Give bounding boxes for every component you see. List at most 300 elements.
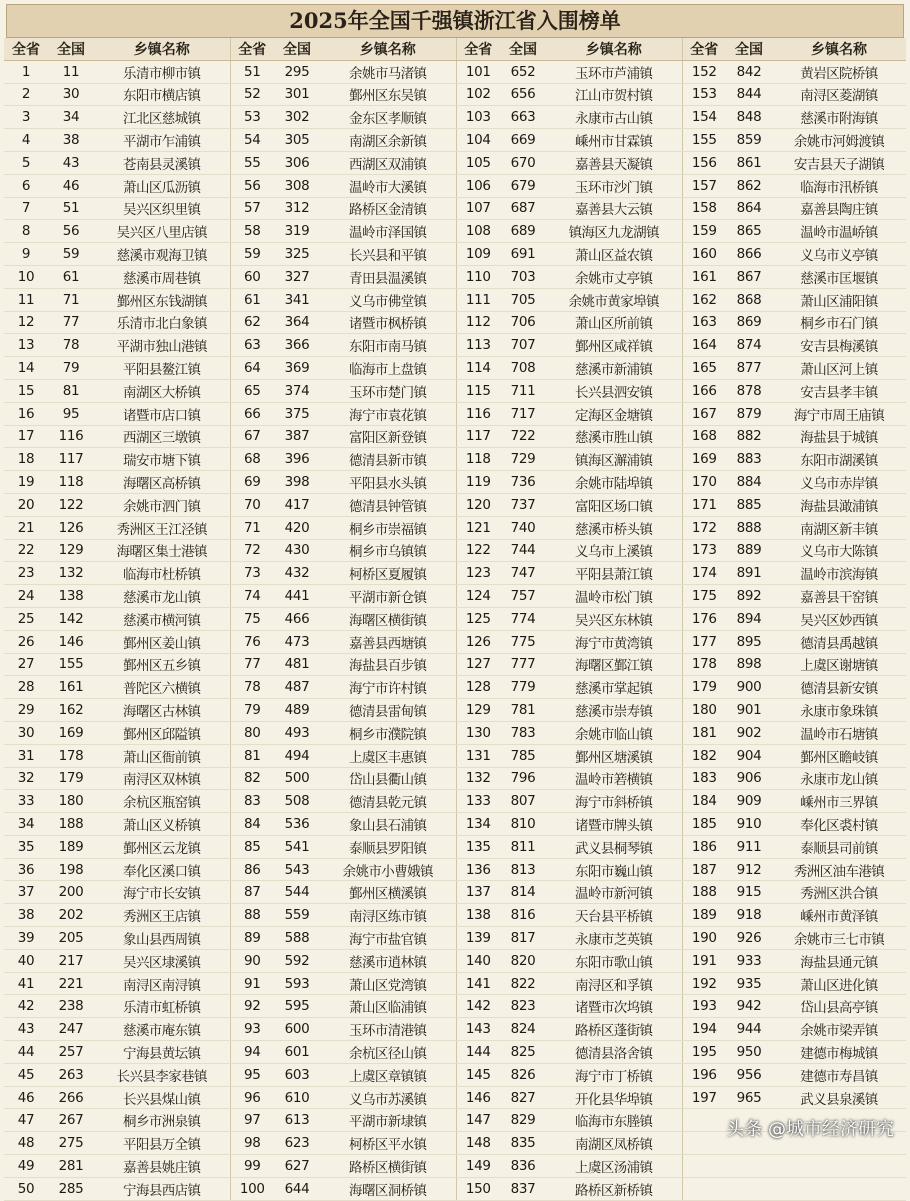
national-rank: 781	[500, 699, 546, 722]
national-rank: 494	[274, 744, 320, 767]
table-row	[4, 60, 906, 83]
town-name: 普陀区六横镇	[94, 676, 230, 699]
province-rank: 127	[456, 653, 500, 676]
town-name: 长兴县煤山镇	[94, 1086, 230, 1109]
province-rank: 160	[682, 243, 726, 266]
town-name: 嘉善县大云镇	[546, 197, 682, 220]
town-name: 天台县平桥镇	[546, 904, 682, 927]
national-rank: 835	[500, 1132, 546, 1155]
national-rank: 669	[500, 129, 546, 152]
province-rank: 72	[230, 539, 274, 562]
town-name: 慈溪市新浦镇	[546, 357, 682, 380]
table-row	[4, 106, 906, 129]
province-rank: 30	[4, 721, 48, 744]
table-row	[4, 767, 906, 790]
national-rank: 341	[274, 288, 320, 311]
national-rank: 777	[500, 653, 546, 676]
table-row	[4, 516, 906, 539]
town-name: 温岭市松门镇	[546, 585, 682, 608]
town-name: 岱山县高亭镇	[772, 995, 906, 1018]
province-rank: 39	[4, 927, 48, 950]
province-rank: 177	[682, 630, 726, 653]
province-rank: 76	[230, 630, 274, 653]
province-rank: 18	[4, 448, 48, 471]
national-rank: 11	[48, 60, 94, 83]
town-name	[772, 1155, 906, 1178]
national-rank: 142	[48, 607, 94, 630]
town-name: 永康市象珠镇	[772, 699, 906, 722]
table-row	[4, 927, 906, 950]
town-name: 定海区金塘镇	[546, 402, 682, 425]
town-name: 桐乡市崇福镇	[320, 516, 456, 539]
table-row	[4, 790, 906, 813]
province-rank: 120	[456, 493, 500, 516]
national-rank: 508	[274, 790, 320, 813]
national-rank: 689	[500, 220, 546, 243]
national-rank: 844	[726, 83, 772, 106]
column-header-province: 全省	[230, 38, 274, 60]
national-rank: 877	[726, 357, 772, 380]
province-rank: 138	[456, 904, 500, 927]
table-row	[4, 197, 906, 220]
province-rank: 4	[4, 129, 48, 152]
table-row	[4, 1086, 906, 1109]
national-rank: 894	[726, 607, 772, 630]
town-name: 永康市古山镇	[546, 106, 682, 129]
province-rank: 171	[682, 493, 726, 516]
town-name: 海盐县于城镇	[772, 425, 906, 448]
town-name: 温岭市滨海镇	[772, 562, 906, 585]
national-rank: 807	[500, 790, 546, 813]
town-name: 萧山区益农镇	[546, 243, 682, 266]
national-rank: 180	[48, 790, 94, 813]
national-rank: 826	[500, 1063, 546, 1086]
town-name: 诸暨市枫桥镇	[320, 311, 456, 334]
town-name: 德清县雷甸镇	[320, 699, 456, 722]
province-rank: 141	[456, 972, 500, 995]
column-header-town: 乡镇名称	[772, 38, 906, 60]
town-name: 慈溪市胜山镇	[546, 425, 682, 448]
national-rank: 595	[274, 995, 320, 1018]
province-rank: 192	[682, 972, 726, 995]
province-rank: 178	[682, 653, 726, 676]
town-name: 东阳市歌山镇	[546, 949, 682, 972]
national-rank: 861	[726, 151, 772, 174]
national-rank: 536	[274, 813, 320, 836]
national-rank: 613	[274, 1109, 320, 1132]
national-rank: 687	[500, 197, 546, 220]
table-row	[4, 311, 906, 334]
town-name: 路桥区金清镇	[320, 197, 456, 220]
national-rank: 247	[48, 1018, 94, 1041]
province-rank: 45	[4, 1063, 48, 1086]
town-name: 余姚市临山镇	[546, 721, 682, 744]
province-rank: 105	[456, 151, 500, 174]
town-name: 金东区孝顺镇	[320, 106, 456, 129]
column-header-national: 全国	[726, 38, 772, 60]
province-rank: 22	[4, 539, 48, 562]
province-rank: 98	[230, 1132, 274, 1155]
column-header-province: 全省	[4, 38, 48, 60]
province-rank: 13	[4, 334, 48, 357]
table-row	[4, 1177, 906, 1200]
table-row	[4, 288, 906, 311]
table-row	[4, 1041, 906, 1064]
province-rank: 25	[4, 607, 48, 630]
province-rank: 174	[682, 562, 726, 585]
province-rank: 162	[682, 288, 726, 311]
province-rank: 96	[230, 1086, 274, 1109]
national-rank: 466	[274, 607, 320, 630]
national-rank: 43	[48, 151, 94, 174]
town-name: 嘉善县陶庄镇	[772, 197, 906, 220]
province-rank: 142	[456, 995, 500, 1018]
table-row	[4, 539, 906, 562]
table-row	[4, 858, 906, 881]
town-name: 东阳市巍山镇	[546, 858, 682, 881]
national-rank: 889	[726, 539, 772, 562]
town-name: 长兴县和平镇	[320, 243, 456, 266]
province-rank: 1	[4, 60, 48, 83]
town-name: 秀洲区王江泾镇	[94, 516, 230, 539]
town-name: 余姚市陆埠镇	[546, 471, 682, 494]
province-rank: 74	[230, 585, 274, 608]
ranking-body	[4, 60, 906, 1200]
national-rank: 305	[274, 129, 320, 152]
province-rank: 17	[4, 425, 48, 448]
province-rank: 90	[230, 949, 274, 972]
town-name: 乐清市北白象镇	[94, 311, 230, 334]
province-rank: 42	[4, 995, 48, 1018]
national-rank: 146	[48, 630, 94, 653]
town-name: 义乌市苏溪镇	[320, 1086, 456, 1109]
town-name: 义乌市佛堂镇	[320, 288, 456, 311]
town-name: 萧山区瓜沥镇	[94, 174, 230, 197]
national-rank: 878	[726, 379, 772, 402]
town-name: 鄞州区咸祥镇	[546, 334, 682, 357]
town-name: 吴兴区织里镇	[94, 197, 230, 220]
province-rank: 83	[230, 790, 274, 813]
table-row	[4, 813, 906, 836]
province-rank: 123	[456, 562, 500, 585]
national-rank: 281	[48, 1155, 94, 1178]
column-header-national: 全国	[48, 38, 94, 60]
town-name: 镇海区澥浦镇	[546, 448, 682, 471]
town-name: 路桥区横街镇	[320, 1155, 456, 1178]
town-name: 萧山区浦阳镇	[772, 288, 906, 311]
town-name: 海宁市许村镇	[320, 676, 456, 699]
province-rank: 38	[4, 904, 48, 927]
town-name: 南浔区练市镇	[320, 904, 456, 927]
town-name: 武义县泉溪镇	[772, 1086, 906, 1109]
province-rank: 186	[682, 835, 726, 858]
province-rank: 43	[4, 1018, 48, 1041]
province-rank: 179	[682, 676, 726, 699]
town-name: 桐乡市洲泉镇	[94, 1109, 230, 1132]
town-name: 平阳县万全镇	[94, 1132, 230, 1155]
national-rank: 366	[274, 334, 320, 357]
town-name: 南湖区余新镇	[320, 129, 456, 152]
province-rank: 130	[456, 721, 500, 744]
national-rank: 892	[726, 585, 772, 608]
province-rank: 60	[230, 265, 274, 288]
national-rank: 593	[274, 972, 320, 995]
table-row	[4, 972, 906, 995]
town-name: 永康市芝英镇	[546, 927, 682, 950]
town-name: 镇海区九龙湖镇	[546, 220, 682, 243]
table-row	[4, 949, 906, 972]
province-rank: 153	[682, 83, 726, 106]
province-rank: 103	[456, 106, 500, 129]
province-rank: 139	[456, 927, 500, 950]
national-rank	[726, 1177, 772, 1200]
national-rank: 865	[726, 220, 772, 243]
national-rank: 708	[500, 357, 546, 380]
national-rank: 757	[500, 585, 546, 608]
column-header-province: 全省	[682, 38, 726, 60]
table-row	[4, 151, 906, 174]
province-rank: 166	[682, 379, 726, 402]
national-rank: 884	[726, 471, 772, 494]
province-rank: 29	[4, 699, 48, 722]
province-rank: 107	[456, 197, 500, 220]
town-name: 义乌市赤岸镇	[772, 471, 906, 494]
town-name: 慈溪市观海卫镇	[94, 243, 230, 266]
town-name: 海盐县百步镇	[320, 653, 456, 676]
national-rank: 879	[726, 402, 772, 425]
province-rank: 68	[230, 448, 274, 471]
town-name: 平阳县水头镇	[320, 471, 456, 494]
national-rank: 935	[726, 972, 772, 995]
national-rank: 866	[726, 243, 772, 266]
town-name: 玉环市芦浦镇	[546, 60, 682, 83]
town-name: 秀洲区王店镇	[94, 904, 230, 927]
national-rank: 169	[48, 721, 94, 744]
national-rank: 205	[48, 927, 94, 950]
town-name: 诸暨市店口镇	[94, 402, 230, 425]
table-row	[4, 1155, 906, 1178]
national-rank: 302	[274, 106, 320, 129]
national-rank: 888	[726, 516, 772, 539]
town-name: 象山县西周镇	[94, 927, 230, 950]
province-rank: 36	[4, 858, 48, 881]
national-rank: 703	[500, 265, 546, 288]
national-rank: 417	[274, 493, 320, 516]
town-name: 嵊州市甘霖镇	[546, 129, 682, 152]
national-rank: 285	[48, 1177, 94, 1200]
town-name: 余姚市三七市镇	[772, 927, 906, 950]
national-rank: 541	[274, 835, 320, 858]
national-rank: 600	[274, 1018, 320, 1041]
national-rank: 217	[48, 949, 94, 972]
town-name: 平阳县萧江镇	[546, 562, 682, 585]
town-name: 上虞区章镇镇	[320, 1063, 456, 1086]
table-row	[4, 653, 906, 676]
national-rank: 740	[500, 516, 546, 539]
town-name: 慈溪市龙山镇	[94, 585, 230, 608]
town-name: 瑞安市塘下镇	[94, 448, 230, 471]
province-rank: 164	[682, 334, 726, 357]
national-rank: 862	[726, 174, 772, 197]
province-rank: 80	[230, 721, 274, 744]
table-row	[4, 83, 906, 106]
town-name: 鄞州区塘溪镇	[546, 744, 682, 767]
national-rank: 836	[500, 1155, 546, 1178]
town-name: 临海市汛桥镇	[772, 174, 906, 197]
town-name: 平阳县鳌江镇	[94, 357, 230, 380]
national-rank: 559	[274, 904, 320, 927]
province-rank: 196	[682, 1063, 726, 1086]
town-name: 海盐县通元镇	[772, 949, 906, 972]
town-name: 上虞区丰惠镇	[320, 744, 456, 767]
province-rank: 2	[4, 83, 48, 106]
header-row	[4, 38, 906, 60]
province-rank: 181	[682, 721, 726, 744]
province-rank: 112	[456, 311, 500, 334]
province-rank: 87	[230, 881, 274, 904]
province-rank: 116	[456, 402, 500, 425]
province-rank: 95	[230, 1063, 274, 1086]
national-rank: 679	[500, 174, 546, 197]
column-header-national: 全国	[274, 38, 320, 60]
town-name: 海盐县澉浦镇	[772, 493, 906, 516]
province-rank: 126	[456, 630, 500, 653]
national-rank: 473	[274, 630, 320, 653]
province-rank: 111	[456, 288, 500, 311]
town-name: 东阳市横店镇	[94, 83, 230, 106]
province-rank: 132	[456, 767, 500, 790]
national-rank: 882	[726, 425, 772, 448]
national-rank: 722	[500, 425, 546, 448]
town-name: 安吉县梅溪镇	[772, 334, 906, 357]
town-name: 乐清市虹桥镇	[94, 995, 230, 1018]
town-name: 平湖市新埭镇	[320, 1109, 456, 1132]
town-name: 鄞州区横溪镇	[320, 881, 456, 904]
table-row	[4, 585, 906, 608]
province-rank: 94	[230, 1041, 274, 1064]
province-rank: 145	[456, 1063, 500, 1086]
province-rank: 59	[230, 243, 274, 266]
town-name: 建德市梅城镇	[772, 1041, 906, 1064]
table-row	[4, 630, 906, 653]
province-rank: 88	[230, 904, 274, 927]
town-name: 温岭市温峤镇	[772, 220, 906, 243]
province-rank: 84	[230, 813, 274, 836]
province-rank: 21	[4, 516, 48, 539]
province-rank: 70	[230, 493, 274, 516]
town-name: 余姚市泗门镇	[94, 493, 230, 516]
national-rank: 868	[726, 288, 772, 311]
national-rank: 747	[500, 562, 546, 585]
town-name: 余姚市梁弄镇	[772, 1018, 906, 1041]
province-rank: 134	[456, 813, 500, 836]
national-rank: 736	[500, 471, 546, 494]
province-rank: 79	[230, 699, 274, 722]
province-rank: 58	[230, 220, 274, 243]
national-rank: 38	[48, 129, 94, 152]
national-rank: 161	[48, 676, 94, 699]
national-rank: 544	[274, 881, 320, 904]
town-name: 萧山区临浦镇	[320, 995, 456, 1018]
town-name: 温岭市新河镇	[546, 881, 682, 904]
table-row	[4, 493, 906, 516]
national-rank: 51	[48, 197, 94, 220]
town-name: 南浔区菱湖镇	[772, 83, 906, 106]
town-name: 鄞州区邱隘镇	[94, 721, 230, 744]
town-name: 长兴县泗安镇	[546, 379, 682, 402]
table-row	[4, 1018, 906, 1041]
table-row	[4, 471, 906, 494]
province-rank: 152	[682, 60, 726, 83]
national-rank: 375	[274, 402, 320, 425]
national-rank: 327	[274, 265, 320, 288]
province-rank: 73	[230, 562, 274, 585]
province-rank: 110	[456, 265, 500, 288]
national-rank: 744	[500, 539, 546, 562]
table-row	[4, 607, 906, 630]
town-name: 奉化区裘村镇	[772, 813, 906, 836]
town-name: 黄岩区院桥镇	[772, 60, 906, 83]
province-rank: 168	[682, 425, 726, 448]
national-rank: 912	[726, 858, 772, 881]
province-rank: 197	[682, 1086, 726, 1109]
town-name: 永康市龙山镇	[772, 767, 906, 790]
watermark: 头条 @城市经济研究	[726, 1119, 894, 1140]
town-name: 海宁市长安镇	[94, 881, 230, 904]
town-name: 平湖市独山港镇	[94, 334, 230, 357]
town-name: 慈溪市匡堰镇	[772, 265, 906, 288]
national-rank: 901	[726, 699, 772, 722]
national-rank: 898	[726, 653, 772, 676]
national-rank: 848	[726, 106, 772, 129]
town-name: 海宁市丁桥镇	[546, 1063, 682, 1086]
province-rank: 195	[682, 1041, 726, 1064]
province-rank: 104	[456, 129, 500, 152]
province-rank: 91	[230, 972, 274, 995]
national-rank: 864	[726, 197, 772, 220]
table-row	[4, 1063, 906, 1086]
province-rank: 55	[230, 151, 274, 174]
town-name: 上虞区汤浦镇	[546, 1155, 682, 1178]
town-name	[772, 1177, 906, 1200]
national-rank: 827	[500, 1086, 546, 1109]
town-name: 路桥区新桥镇	[546, 1177, 682, 1200]
town-name: 象山县石浦镇	[320, 813, 456, 836]
province-rank: 14	[4, 357, 48, 380]
town-name: 嵊州市黄泽镇	[772, 904, 906, 927]
province-rank: 185	[682, 813, 726, 836]
province-rank: 50	[4, 1177, 48, 1200]
province-rank: 63	[230, 334, 274, 357]
national-rank: 325	[274, 243, 320, 266]
province-rank: 62	[230, 311, 274, 334]
province-rank: 113	[456, 334, 500, 357]
national-rank: 441	[274, 585, 320, 608]
province-rank: 16	[4, 402, 48, 425]
province-rank: 48	[4, 1132, 48, 1155]
town-name: 嘉善县干窑镇	[772, 585, 906, 608]
national-rank: 202	[48, 904, 94, 927]
province-rank: 193	[682, 995, 726, 1018]
province-rank: 117	[456, 425, 500, 448]
national-rank: 825	[500, 1041, 546, 1064]
national-rank: 179	[48, 767, 94, 790]
province-rank: 47	[4, 1109, 48, 1132]
province-rank: 118	[456, 448, 500, 471]
town-name: 桐乡市濮院镇	[320, 721, 456, 744]
province-rank: 176	[682, 607, 726, 630]
national-rank: 592	[274, 949, 320, 972]
